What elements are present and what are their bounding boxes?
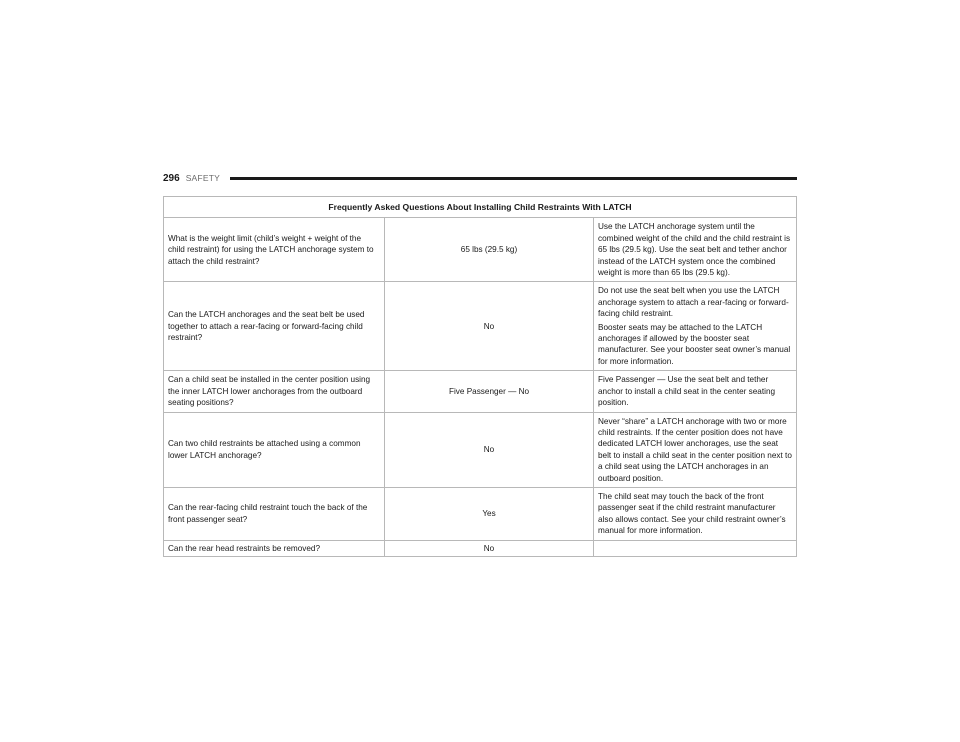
notes-cell xyxy=(594,371,797,412)
notes-cell xyxy=(594,487,797,540)
notes-cell xyxy=(594,218,797,282)
table-row xyxy=(164,218,797,282)
section-name: SAFETY xyxy=(185,173,220,183)
question-cell: Can a child seat be installed in the center position using the inner LATCH lower anchorages from the outboard seating positions? xyxy=(164,371,385,412)
page-number: 296 xyxy=(163,172,180,184)
notes-cell xyxy=(594,282,797,371)
faq-table xyxy=(163,196,797,557)
header-rule xyxy=(230,177,797,180)
answer-cell: No xyxy=(385,540,594,556)
answer-cell: No xyxy=(385,282,594,371)
answer-cell: Five Passenger — No xyxy=(385,371,594,412)
notes-cell xyxy=(594,540,797,556)
question-cell: Can the rear-facing child restraint touch the back of the front passenger seat? xyxy=(164,487,385,540)
note-paragraph: The child seat may touch the back of the front passenger seat if the child restraint manufacturer also allows contact. See your child restraint owner’s manual for more information. xyxy=(598,491,786,536)
table-title-row xyxy=(164,197,797,218)
answer-cell: Yes xyxy=(385,487,594,540)
table-row xyxy=(164,282,797,371)
table-row xyxy=(164,371,797,412)
question-cell: Can the LATCH anchorages and the seat belt be used together to attach a rear-facing or forward-facing child restraint? xyxy=(164,282,385,371)
answer-cell: No xyxy=(385,412,594,487)
answer-cell: 65 lbs (29.5 kg) xyxy=(385,218,594,282)
note-paragraph: Five Passenger — Use the seat belt and tether anchor to install a child seat in the center seating position. xyxy=(598,375,776,408)
note-paragraph: Booster seats may be attached to the LATCH anchorages if allowed by the booster seat manufacturer. See your booster seat owner’s manual for more information. xyxy=(598,322,791,366)
question-cell: What is the weight limit (child’s weight + weight of the child restraint) for using the LATCH anchorage system to attach the child restraint? xyxy=(164,218,385,282)
question-cell: Can the rear head restraints be removed? xyxy=(164,540,385,556)
page-header xyxy=(163,170,797,186)
table-title: Frequently Asked Questions About Installing Child Restraints With LATCH xyxy=(164,197,797,218)
notes-cell xyxy=(594,412,797,487)
note-paragraph: Use the LATCH anchorage system until the combined weight of the child and the child restraint is 65 lbs (29.5 kg). Use the seat belt and tether anchor instead of the LATCH system once the combined weight is more than 65 lbs (29.5 kg). xyxy=(598,222,791,278)
table-row xyxy=(164,412,797,487)
table-row xyxy=(164,540,797,556)
question-cell: Can two child restraints be attached using a common lower LATCH anchorage? xyxy=(164,412,385,487)
table-row xyxy=(164,487,797,540)
note-paragraph: Never “share” a LATCH anchorage with two or more child restraints. If the center position does not have dedicated LATCH lower anchorages, use the seat belt to install a child seat in the center position next to a child seat using the LATCH anchorages in an outboard position. xyxy=(598,416,792,483)
note-paragraph: Do not use the seat belt when you use the LATCH anchorage system to attach a rear-facing or forward-facing child restraint. xyxy=(598,286,789,319)
